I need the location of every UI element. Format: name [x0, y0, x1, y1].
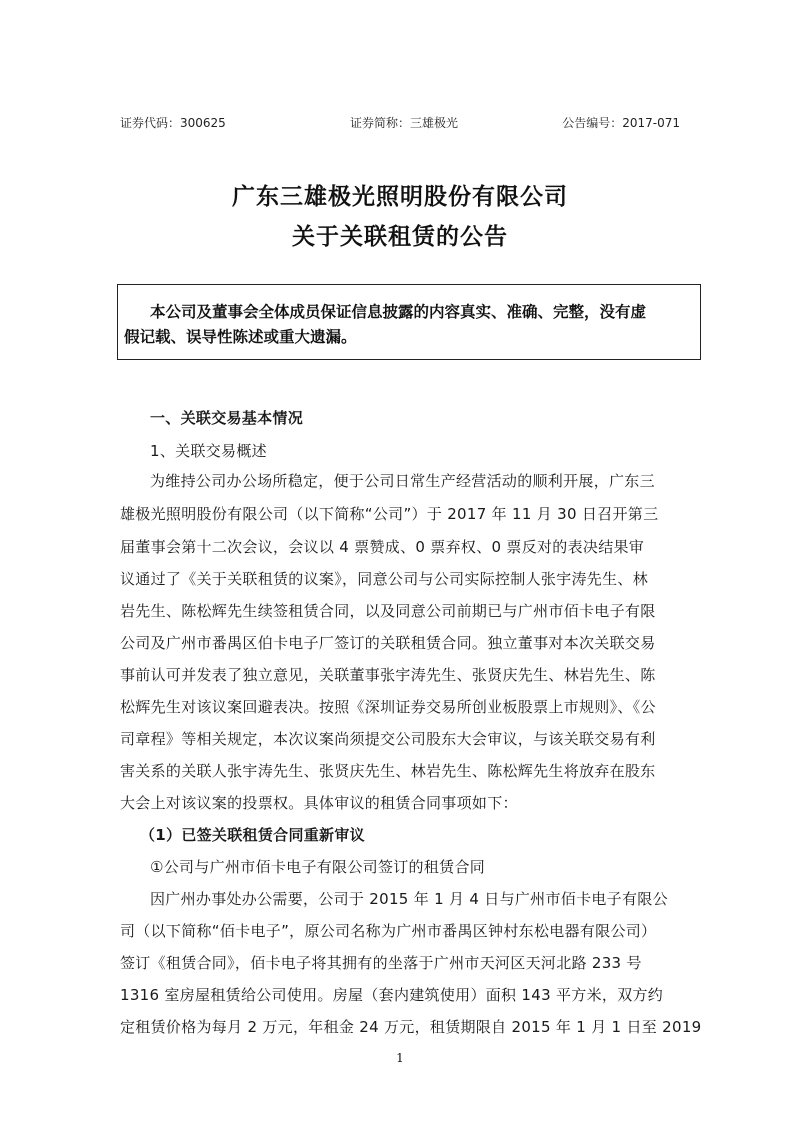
announcement-number: 公告编号：2017-071 — [562, 116, 680, 130]
announcement-title: 关于关联租赁的公告 — [292, 224, 508, 250]
page-number: 1 — [396, 1051, 404, 1065]
paragraph-line: 为维持公司办公场所稳定，便于公司日常生产经营活动的顺利开展，广东三 — [150, 472, 655, 490]
paragraph-line: 雄极光照明股份有限公司（以下简称“公司”）于 2017 年 11 月 30 日召开第三 — [120, 505, 659, 523]
paragraph-line: 因广州办事处办公需要，公司于 2015 年 1 月 4 日与广州市佰卡电子有限公 — [150, 890, 668, 908]
subsection-heading: 1、关联交易概述 — [150, 442, 267, 460]
paragraph-line: 签订《租赁合同》，佰卡电子将其拥有的坐落于广州市天河区天河北路 233 号 — [120, 954, 642, 972]
paragraph-line: 1316 室房屋租赁给公司使用。房屋（套内建筑使用）面积 143 平方米，双方约 — [120, 986, 664, 1004]
disclaimer-line-2: 假记载、误导性陈述或重大遗漏。 — [124, 328, 357, 346]
paragraph-line: 届董事会第十二次会议，会议以 4 票赞成、0 票弃权、0 票反对的表决结果审 — [120, 538, 645, 556]
item-heading: ①公司与广州市佰卡电子有限公司签订的租赁合同 — [150, 858, 486, 876]
paragraph-line: 事前认可并发表了独立意见，关联董事张宇涛先生、张贤庆先生、林岩先生、陈 — [120, 666, 656, 684]
paragraph-line: 定租赁价格为每月 2 万元，年租金 24 万元，租赁期限自 2015 年 1 月 1 日至 2019 — [120, 1018, 702, 1036]
document-header — [120, 114, 680, 134]
stock-abbreviation: 证券简称：三雄极光 — [350, 116, 459, 130]
paragraph-line: 司（以下简称“佰卡电子”，原公司名称为广州市番禺区钟村东松电器有限公司） — [120, 922, 657, 940]
paragraph-line: 公司及广州市番禺区伯卡电子厂签订的关联租赁合同。独立董事对本次关联交易 — [120, 634, 656, 652]
disclaimer-line-1: 本公司及董事会全体成员保证信息披露的内容真实、准确、完整，没有虚 — [150, 303, 647, 321]
paragraph-line: 岩先生、陈松辉先生续签租赁合同，以及同意公司前期已与广州市佰卡电子有限 — [120, 602, 656, 620]
disclaimer-box — [117, 284, 701, 360]
paragraph-line: 松辉先生对该议案回避表决。按照《深圳证券交易所创业板股票上市规则》、《公 — [120, 698, 656, 716]
company-title: 广东三雄极光照明股份有限公司 — [232, 184, 568, 210]
stock-code: 证券代码：300625 — [120, 116, 226, 130]
paragraph-line: 害关系的关联人张宇涛先生、张贤庆先生、林岩先生、陈松辉先生将放弃在股东 — [120, 762, 656, 780]
paragraph-line: 大会上对该议案的投票权。具体审议的租赁合同事项如下： — [120, 794, 518, 812]
paragraph-line: 司章程》等相关规定，本次议案尚须提交公司股东大会审议，与该关联交易有利 — [120, 730, 656, 748]
subsection-heading-bold: （1）已签关联租赁合同重新审议 — [140, 826, 365, 844]
section-heading: 一、关联交易基本情况 — [150, 409, 304, 427]
paragraph-line: 议通过了《关于关联租赁的议案》，同意公司与公司实际控制人张宇涛先生、林 — [120, 570, 649, 588]
